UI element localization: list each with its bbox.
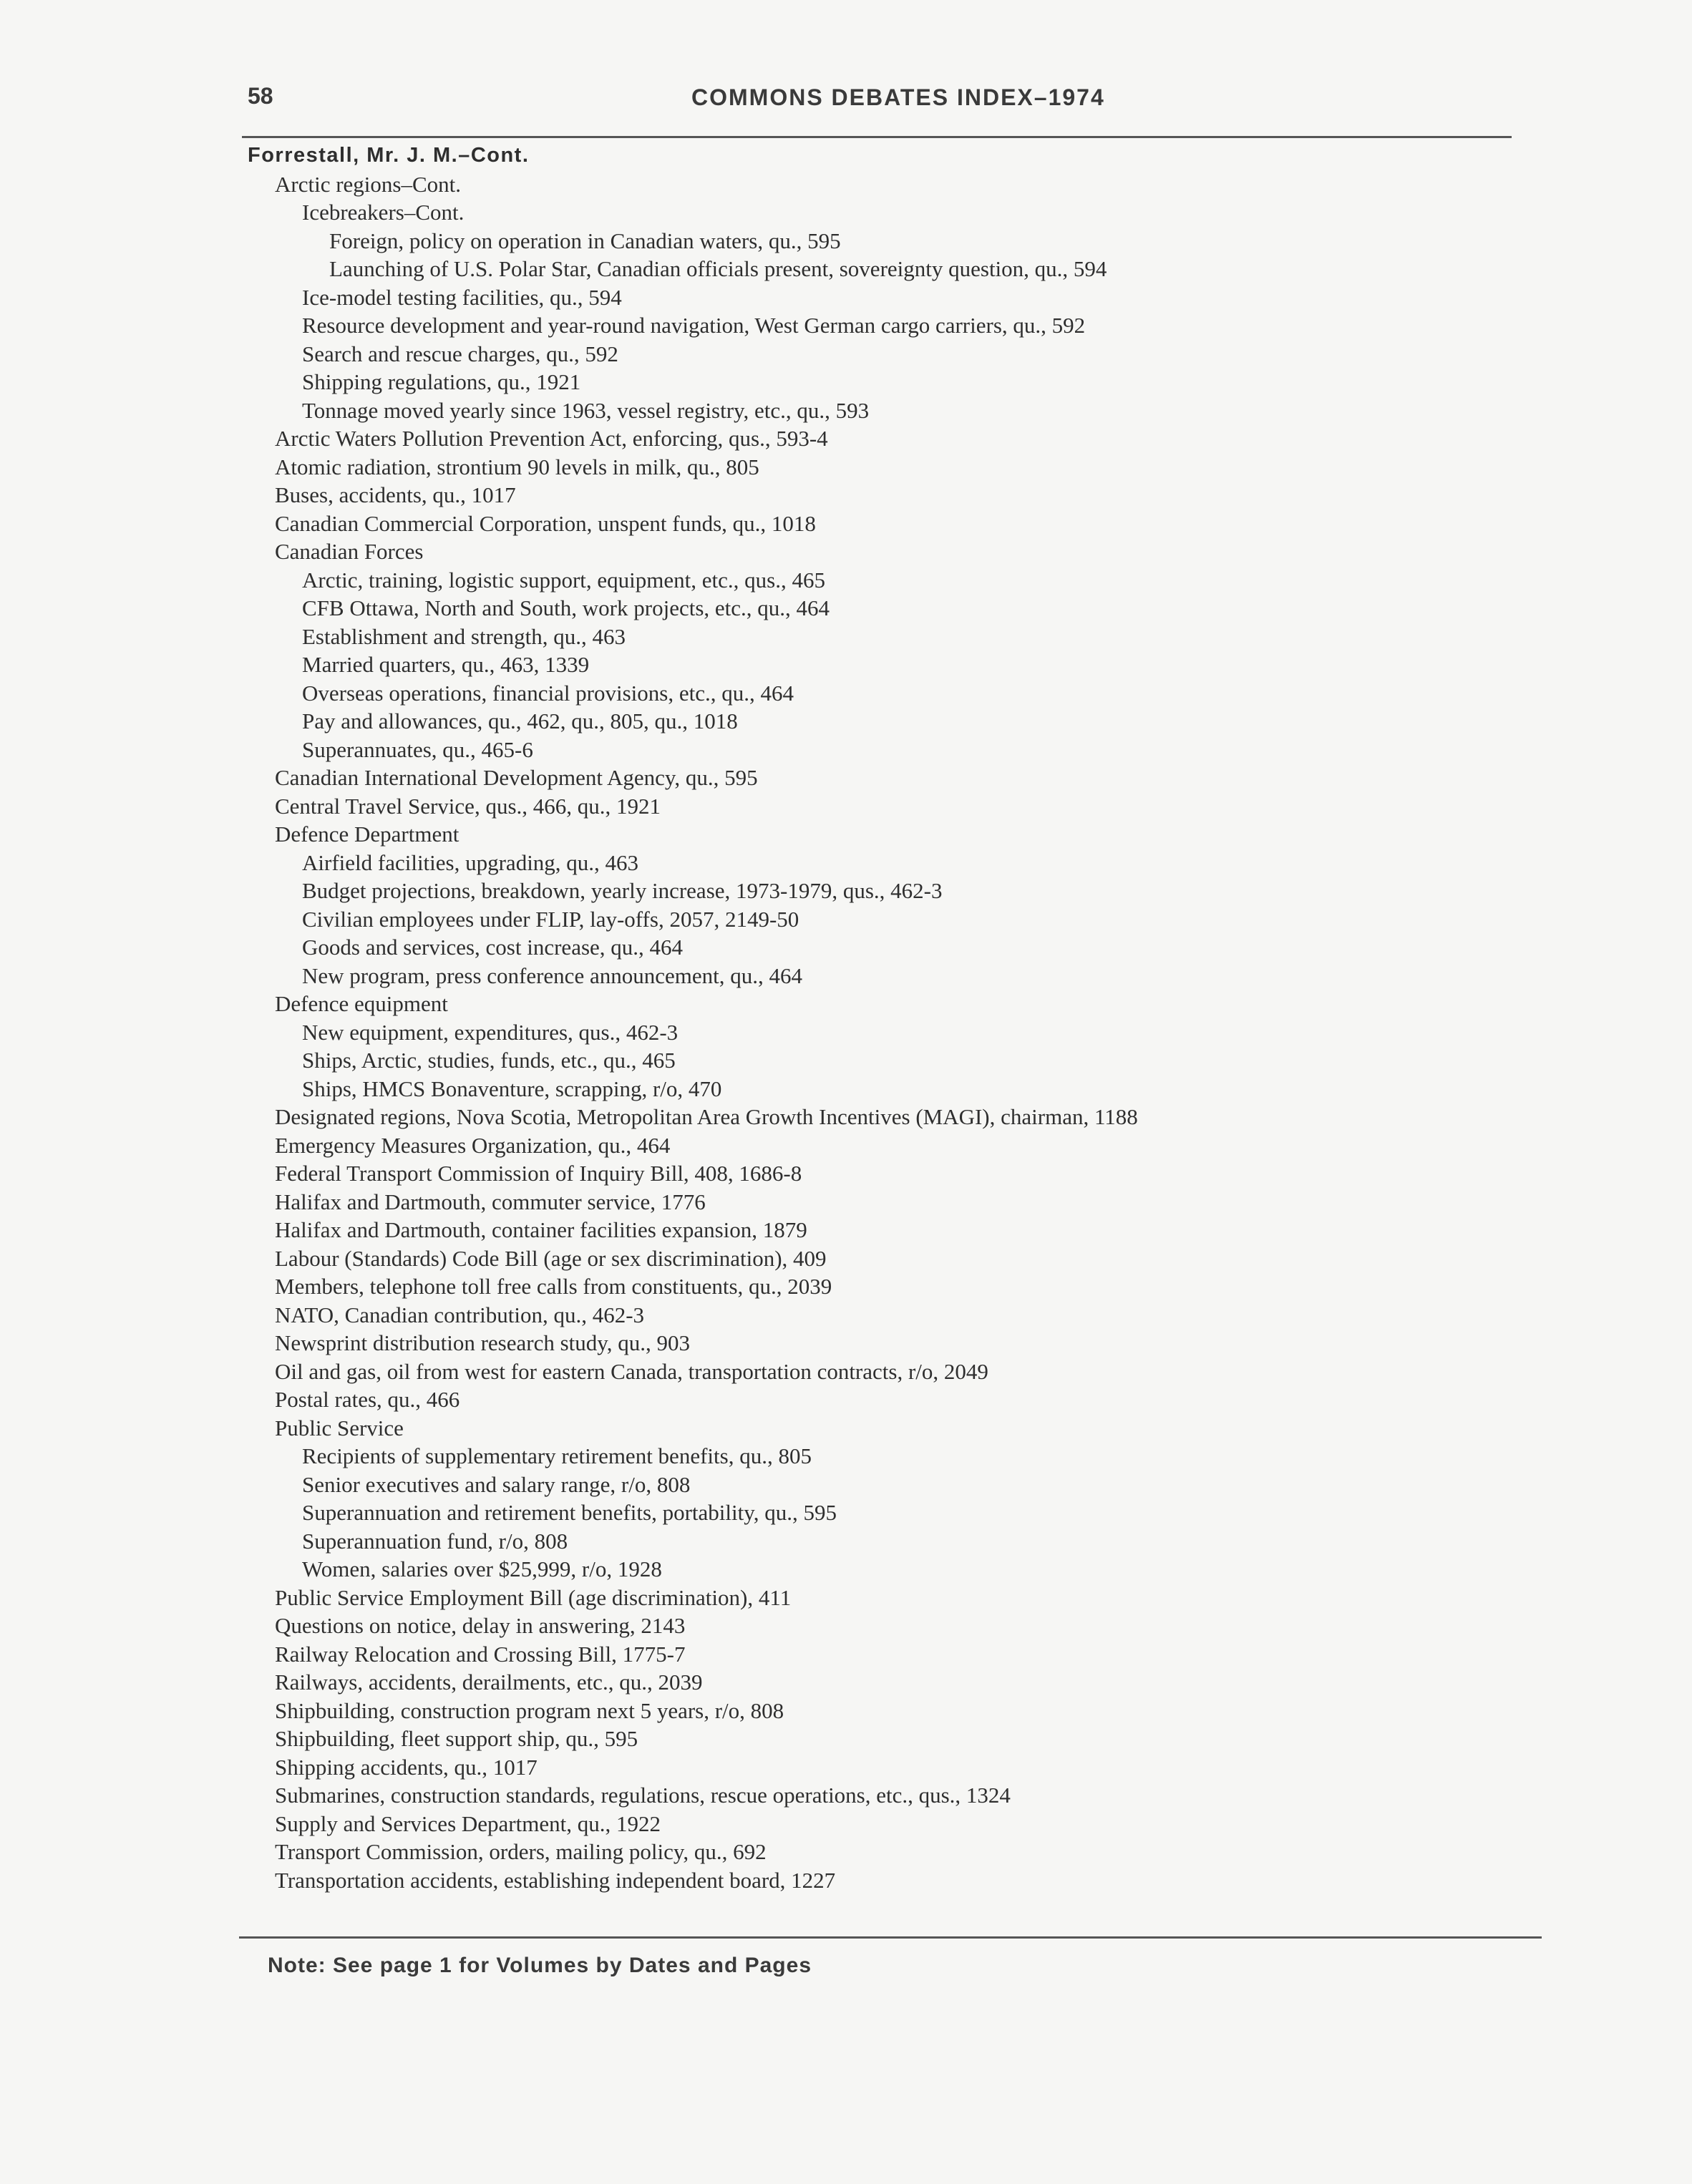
index-entry: Superannuation and retirement benefits, portability, qu., 595 — [302, 1500, 837, 1525]
index-entry: Defence equipment — [275, 991, 448, 1016]
index-entry: New program, press conference announcement, qu., 464 — [302, 962, 802, 988]
index-entry: Women, salaries over $25,999, r/o, 1928 — [302, 1556, 662, 1581]
index-entry: Canadian International Development Agency, qu., 595 — [275, 765, 758, 790]
page-number: 58 — [248, 83, 273, 109]
index-entries — [248, 142, 1522, 1894]
index-entry: Designated regions, Nova Scotia, Metropolitan Area Growth Incentives (MAGI), chairman, 1188 — [275, 1104, 1138, 1129]
index-entry: Arctic, training, logistic support, equipment, etc., qus., 465 — [302, 567, 825, 593]
index-entry: Railway Relocation and Crossing Bill, 1775-7 — [275, 1641, 686, 1667]
page-header — [248, 83, 1513, 126]
index-entry: Public Service Employment Bill (age discrimination), 411 — [275, 1584, 792, 1610]
index-entry: NATO, Canadian contribution, qu., 462-3 — [275, 1302, 645, 1327]
index-entry: Emergency Measures Organization, qu., 464 — [275, 1132, 671, 1158]
index-entry: Railways, accidents, derailments, etc., qu., 2039 — [275, 1669, 703, 1695]
index-entry: Superannuates, qu., 465-6 — [302, 736, 533, 762]
index-entry: Canadian Commercial Corporation, unspent funds, qu., 1018 — [275, 510, 816, 536]
header-rule — [242, 136, 1512, 138]
index-entry: Transport Commission, orders, mailing policy, qu., 692 — [275, 1839, 767, 1864]
index-entry: Members, telephone toll free calls from constituents, qu., 2039 — [275, 1274, 832, 1299]
index-entry: Launching of U.S. Polar Star, Canadian officials present, sovereignty question, qu., 594 — [329, 256, 1107, 281]
index-entry: Married quarters, qu., 463, 1339 — [302, 652, 590, 677]
index-entry: Newsprint distribution research study, qu., 903 — [275, 1330, 691, 1355]
index-entry: Canadian Forces — [275, 539, 424, 564]
index-entry: Buses, accidents, qu., 1017 — [275, 482, 516, 507]
index-entry: Questions on notice, delay in answering, 2143 — [275, 1613, 686, 1638]
index-entry: Transportation accidents, establishing independent board, 1227 — [275, 1867, 836, 1893]
index-heading: Forrestall, Mr. J. M.–Cont. — [248, 144, 530, 167]
index-entry: Ice-model testing facilities, qu., 594 — [302, 284, 622, 310]
index-entry: Foreign, policy on operation in Canadian waters, qu., 595 — [329, 228, 841, 253]
index-entry: Ships, HMCS Bonaventure, scrapping, r/o, 470 — [302, 1076, 722, 1101]
index-entry: Shipping accidents, qu., 1017 — [275, 1754, 538, 1780]
index-entry: Budget projections, breakdown, yearly increase, 1973-1979, qus., 462-3 — [302, 878, 943, 903]
index-entry: Arctic regions–Cont. — [275, 171, 462, 197]
index-entry: Resource development and year-round navigation, West German cargo carriers, qu., 592 — [302, 313, 1086, 338]
index-entry: Atomic radiation, strontium 90 levels in milk, qu., 805 — [275, 454, 759, 479]
index-entry: Oil and gas, oil from west for eastern Canada, transportation contracts, r/o, 2049 — [275, 1358, 988, 1384]
index-entry: Recipients of supplementary retirement benefits, qu., 805 — [302, 1443, 812, 1468]
index-entry: Overseas operations, financial provisions, etc., qu., 464 — [302, 680, 794, 706]
index-entry: Superannuation fund, r/o, 808 — [302, 1528, 568, 1554]
index-entry: CFB Ottawa, North and South, work projects, etc., qu., 464 — [302, 595, 830, 620]
index-entry: Halifax and Dartmouth, container facilities expansion, 1879 — [275, 1217, 807, 1242]
index-entry: Senior executives and salary range, r/o, 808 — [302, 1471, 691, 1497]
index-entry: Arctic Waters Pollution Prevention Act, enforcing, qus., 593-4 — [275, 426, 828, 451]
index-entry: Shipbuilding, fleet support ship, qu., 595 — [275, 1726, 638, 1751]
index-entry: Airfield facilities, upgrading, qu., 463 — [302, 849, 639, 875]
index-entry: Shipbuilding, construction program next 5 years, r/o, 808 — [275, 1697, 784, 1723]
index-entry: Search and rescue charges, qu., 592 — [302, 341, 618, 366]
index-entry: New equipment, expenditures, qus., 462-3 — [302, 1019, 679, 1045]
index-entry: Postal rates, qu., 466 — [275, 1387, 460, 1412]
index-entry: Public Service — [275, 1415, 404, 1440]
index-entry: Submarines, construction standards, regulations, rescue operations, etc., qus., 1324 — [275, 1783, 1011, 1808]
index-entry: Establishment and strength, qu., 463 — [302, 623, 626, 649]
index-entry: Defence Department — [275, 822, 460, 847]
footer-note: Note: See page 1 for Volumes by Dates and Pages — [268, 1954, 812, 1977]
index-entry: Federal Transport Commission of Inquiry Bill, 408, 1686-8 — [275, 1161, 802, 1186]
index-entry: Supply and Services Department, qu., 1922 — [275, 1810, 661, 1836]
index-entry: Ships, Arctic, studies, funds, etc., qu., 465 — [302, 1048, 676, 1073]
index-entry: Icebreakers–Cont. — [302, 200, 465, 225]
index-entry: Shipping regulations, qu., 1921 — [302, 369, 581, 394]
running-title: COMMONS DEBATES INDEX–1974 — [691, 84, 1105, 110]
index-entry: Central Travel Service, qus., 466, qu., 1921 — [275, 793, 661, 819]
index-entry: Goods and services, cost increase, qu., 464 — [302, 935, 684, 960]
index-entry: Civilian employees under FLIP, lay-offs, 2057, 2149-50 — [302, 906, 799, 932]
index-entry: Tonnage moved yearly since 1963, vessel registry, etc., qu., 593 — [302, 397, 870, 423]
index-entry: Halifax and Dartmouth, commuter service, 1776 — [275, 1189, 706, 1214]
index-entry: Pay and allowances, qu., 462, qu., 805, qu., 1018 — [302, 708, 738, 733]
index-entry: Labour (Standards) Code Bill (age or sex discrimination), 409 — [275, 1245, 827, 1271]
footer-rule — [239, 1936, 1542, 1939]
